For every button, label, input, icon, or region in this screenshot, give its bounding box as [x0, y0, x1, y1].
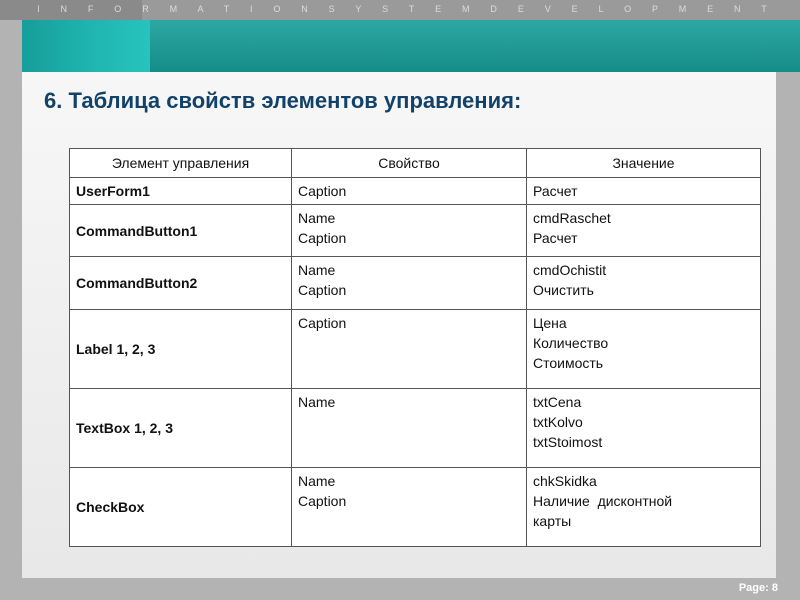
value-cell [527, 310, 761, 389]
value-cell [527, 205, 761, 257]
page-number: 8 [771, 582, 778, 594]
value-line: txtStoimost [533, 434, 603, 450]
value-cell [527, 257, 761, 310]
property-cell [292, 389, 527, 468]
value-line: Расчет [533, 230, 578, 246]
property-line: Caption [298, 230, 347, 246]
property-line: Caption [298, 282, 347, 298]
property-cell [292, 178, 527, 205]
table-row [70, 205, 761, 257]
value-line: cmdRaschet [533, 210, 611, 226]
column-header-element: Элемент управления [70, 149, 292, 178]
column-header-property: Свойство [292, 149, 527, 178]
column-header-value: Значение [527, 149, 761, 178]
value-line: Очистить [533, 282, 594, 298]
element-cell: CommandButton2 [70, 257, 292, 310]
table-row [70, 389, 761, 468]
element-cell: TextBox 1, 2, 3 [70, 389, 292, 468]
value-line: Цена [533, 315, 567, 331]
table-row [70, 257, 761, 310]
property-line: Name [298, 394, 336, 410]
header-band-right [150, 20, 800, 72]
property-line: Caption [298, 493, 347, 509]
value-line: cmdOchistit [533, 262, 607, 278]
property-cell [292, 205, 527, 257]
top-bar [0, 0, 800, 20]
element-cell: Label 1, 2, 3 [70, 310, 292, 389]
value-line: txtCena [533, 394, 582, 410]
table-header-row [70, 149, 761, 178]
table-row [70, 310, 761, 389]
value-line: txtKolvo [533, 414, 583, 430]
property-cell [292, 257, 527, 310]
page-title: 6. Таблица свойств элементов управления: [44, 88, 522, 113]
property-line: Name [298, 210, 336, 226]
value-line: Расчет [533, 183, 578, 199]
header-tagline: I N F O R M A T I O N S Y S T E M D E V E L O P M E N T [37, 4, 776, 14]
page-label: Page: [738, 582, 769, 594]
property-line: Caption [298, 315, 347, 331]
value-line: Наличие дисконтной [533, 493, 673, 509]
properties-table [69, 148, 761, 547]
property-cell [292, 468, 527, 547]
element-cell: CheckBox [70, 468, 292, 547]
value-cell [527, 389, 761, 468]
element-cell: CommandButton1 [70, 205, 292, 257]
value-cell [527, 178, 761, 205]
value-line: Стоимость [533, 355, 604, 371]
value-line: карты [533, 513, 572, 529]
value-line: Количество [533, 335, 609, 351]
header-band-left [22, 20, 150, 72]
value-line: chkSkidka [533, 473, 597, 489]
property-line: Name [298, 473, 336, 489]
page-footer [739, 582, 778, 594]
property-line: Name [298, 262, 336, 278]
property-cell [292, 310, 527, 389]
property-line: Caption [298, 183, 347, 199]
table-row [70, 178, 761, 205]
element-cell: UserForm1 [70, 178, 292, 205]
value-cell [527, 468, 761, 547]
table-row [70, 468, 761, 547]
